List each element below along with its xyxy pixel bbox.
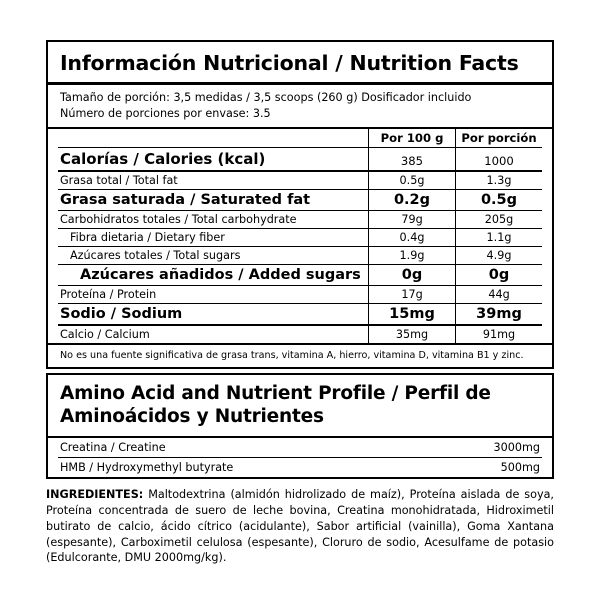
row-label: Carbohidratos totales / Total carbohydrate — [58, 211, 369, 229]
amino-section-title: Amino Acid and Nutrient Profile / Perfil de Aminoácidos y Nutrientes — [60, 383, 491, 427]
row-value: 3000mg — [493, 440, 540, 454]
row-value-per-100g: 17g — [369, 286, 456, 304]
row-value-per-100g: 15mg — [369, 304, 456, 326]
row-value-per-serving: 4.9g — [456, 247, 543, 265]
row-label: HMB / Hydroxymethyl butyrate — [58, 457, 448, 477]
table-row — [58, 211, 542, 229]
row-label: Azúcares añadidos / Added sugars — [58, 265, 369, 286]
servings-per-container-text: Número de porciones por envase: 3.5 — [60, 106, 271, 120]
table-row — [58, 457, 542, 477]
table-row — [58, 265, 542, 286]
row-value-per-serving: 0g — [456, 265, 543, 286]
serving-size-text: Tamaño de porción: 3,5 medidas / 3,5 scoops (260 g) Dosificador incluido — [60, 90, 472, 104]
row-label: Fibra dietaria / Dietary fiber — [58, 229, 369, 247]
row-label: Calcio / Calcium — [58, 325, 369, 343]
table-row — [58, 438, 542, 458]
row-label: Azúcares totales / Total sugars — [58, 247, 369, 265]
row-value-per-100g: 35mg — [369, 325, 456, 343]
nutrition-table — [58, 129, 542, 343]
column-header-per-serving: Por porción — [456, 129, 543, 148]
row-value-per-100g: 0.5g — [369, 171, 456, 190]
ingredients-label: INGREDIENTES: — [46, 487, 144, 501]
table-row — [58, 171, 542, 190]
ingredients-text: Maltodextrina (almidón hidrolizado de maíz), Proteína aislada de soya, Proteína concentrada de suero de leche bovina, Creatina monohidratada, Hidroximetil butirato de calcio, ácido cítrico (acidulante), Sabor artificial (vainilla), Goma Xantana (espesante), Carboximetil celulosa (espesante), Cloruro de sodio, Acesulfame de potasio (Edulcorante, DMU 2000mg/kg). — [46, 487, 554, 565]
table-row — [58, 325, 542, 343]
row-value-per-serving: 0.5g — [456, 190, 543, 211]
table-row — [58, 190, 542, 211]
amino-acid-panel — [46, 373, 554, 478]
ingredients-block — [46, 479, 554, 567]
column-header-per-100g: Por 100 g — [369, 129, 456, 148]
table-row-calories — [58, 148, 542, 172]
row-value-per-100g: 1.9g — [369, 247, 456, 265]
table-row — [58, 247, 542, 265]
header-blank — [58, 129, 369, 148]
nutrition-footnote: No es una fuente significativa de grasa trans, vitamina A, hierro, vitamina D, vitamina B1 y zinc. — [60, 350, 524, 362]
row-value-per-100g: 79g — [369, 211, 456, 229]
row-value-per-100g: 0.4g — [369, 229, 456, 247]
row-value-per-serving: 44g — [456, 286, 543, 304]
row-value-per-serving: 205g — [456, 211, 543, 229]
row-value-per-serving: 91mg — [456, 325, 543, 343]
row-label: Grasa saturada / Saturated fat — [58, 190, 369, 211]
row-label: Grasa total / Total fat — [58, 171, 369, 190]
row-value-per-100g: 0.2g — [369, 190, 456, 211]
row-value-per-serving: 1.3g — [456, 171, 543, 190]
serving-info — [58, 85, 542, 127]
calories-per-100g: 385 — [369, 148, 456, 172]
page-title: Información Nutricional / Nutrition Facts — [60, 51, 519, 75]
row-value: 500mg — [448, 457, 542, 477]
amino-table — [58, 438, 542, 477]
row-value-per-100g: 0g — [369, 265, 456, 286]
row-label: Proteína / Protein — [58, 286, 369, 304]
calories-label: Calorías / Calories (kcal) — [58, 148, 369, 172]
table-row — [58, 286, 542, 304]
row-label: Creatina / Creatine — [60, 440, 166, 454]
table-header-row — [58, 129, 542, 148]
calories-per-serving: 1000 — [456, 148, 543, 172]
nutrition-facts-panel — [46, 40, 554, 369]
table-row — [58, 304, 542, 326]
table-row — [58, 229, 542, 247]
row-value-per-serving: 39mg — [456, 304, 543, 326]
row-value-per-serving: 1.1g — [456, 229, 543, 247]
row-label: Sodio / Sodium — [58, 304, 369, 326]
